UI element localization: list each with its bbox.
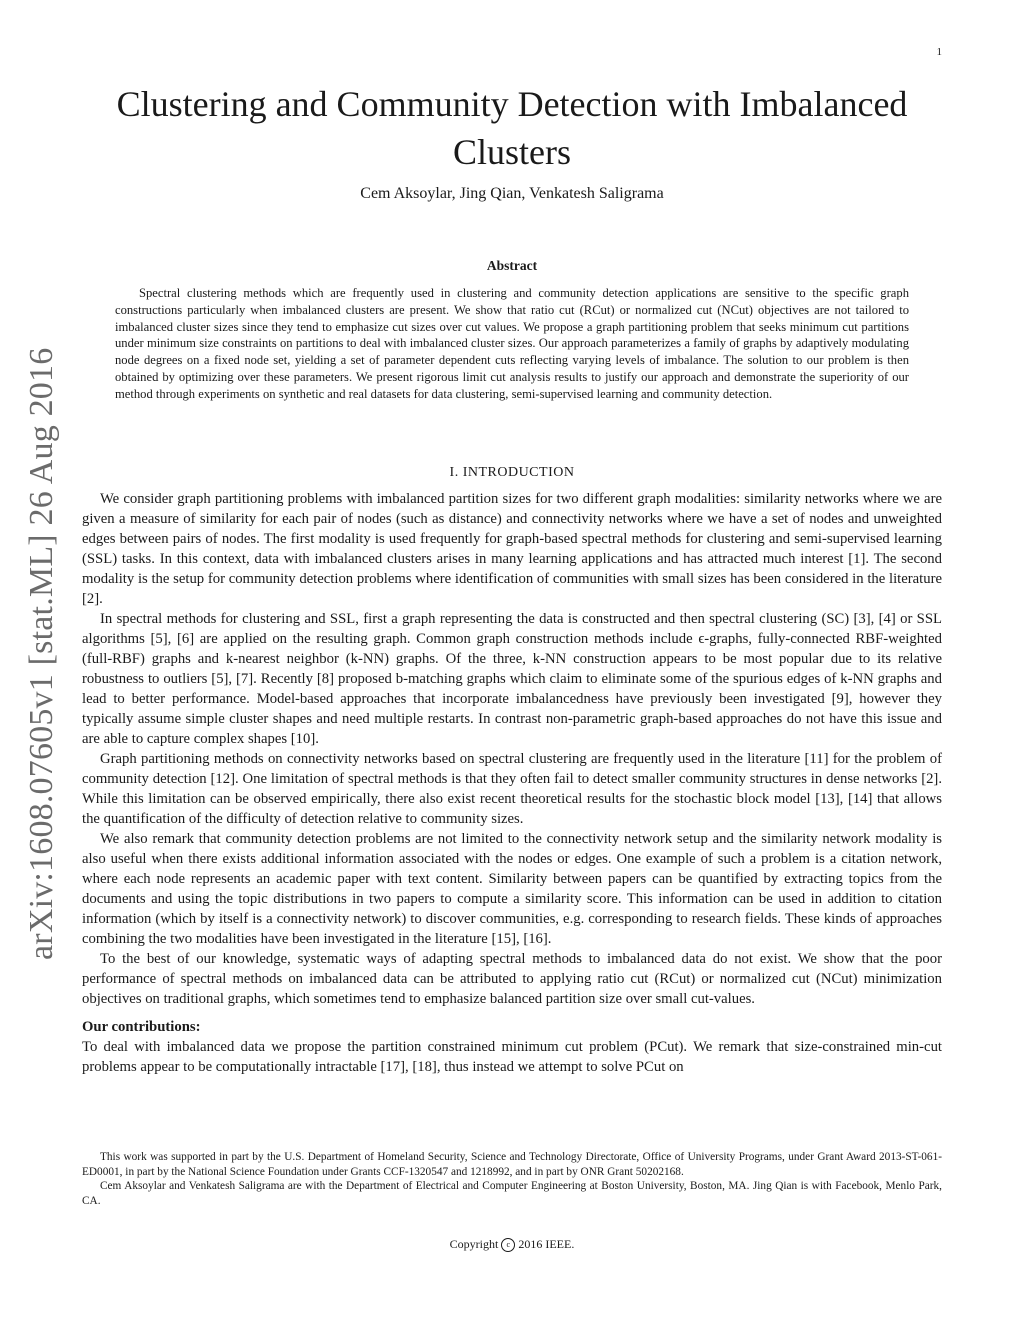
- author-list: Cem Aksoylar, Jing Qian, Venkatesh Saligrama: [360, 185, 664, 202]
- footnote-affiliations: Cem Aksoylar and Venkatesh Saligrama are with the Department of Electrical and Computer Engineering at Boston University, Boston, MA. Jing Qian is with Facebook, Menlo Park, CA.: [82, 1180, 942, 1207]
- arxiv-identifier: arXiv:1608.07605v1 [stat.ML] 26 Aug 2016: [23, 347, 60, 960]
- abstract-text: Spectral clustering methods which are frequently used in clustering and community detection applications are sensitive to the specific graph constructions particularly when imbalanced clusters are present. We show that ratio cut (RCut) or normalized cut (NCut) objectives are not tailored to imbalanced cluster sizes since they tend to emphasize cut sizes over cut values. We propose a graph partitioning problem that seeks minimum cut partitions under minimum size constraints on partitions to deal with imbalanced cluster sizes. Our approach parameterizes a family of graphs by adaptively modulating node degrees on a fixed node set, yielding a set of parameter dependent cuts reflecting varying levels of imbalance. The solution to our problem is then obtained by optimizing over these parameters. We present rigorous limit cut analysis results to justify our approach and demonstrate the superiority of our method through experiments on synthetic and real datasets for data clustering, semi-supervised learning and community detection.: [115, 286, 909, 401]
- intro-paragraph-4: We also remark that community detection problems are not limited to the connectivity network setup and the similarity network modality is also useful when there exists additional information associated with the nodes or edges. One example of such a problem is a citation network, where each node represents an academic paper with text content. Similarity between papers can be quantified by extracting topics from the documents and using the topic distributions in two papers to compute a similarity score. This information can be used in addition to citation information (which by itself is a connectivity network) to discover communities, e.g. corresponding to research fields. These kinds of approaches combining the two modalities have been investigated in the literature [15], [16].: [82, 831, 942, 947]
- copyright-prefix: Copyright: [449, 1237, 499, 1251]
- paper-title: Clustering and Community Detection with Imbalanced Clusters: [116, 84, 908, 172]
- contributions-text: To deal with imbalanced data we propose the partition constrained minimum cut problem (PCut). We remark that size-constrained min-cut problems appear to be computationally intractable [17], [18], thus instead we attempt to solve PCut on: [82, 1039, 942, 1075]
- copyright-notice: [82, 1237, 942, 1252]
- page-number: 1: [936, 46, 942, 58]
- copyright-icon: c: [501, 1238, 515, 1252]
- intro-paragraph-5: To the best of our knowledge, systematic ways of adapting spectral methods to imbalanced data do not exist. We show that the poor performance of spectral methods on imbalanced data can be attributed to applying ratio cut (RCut) or normalized cut (NCut) minimization objectives on traditional graphs, which sometimes tend to emphasize balanced partition size over small cut-values.: [82, 951, 942, 1007]
- copyright-suffix: 2016 IEEE.: [518, 1237, 575, 1251]
- footnote-funding: This work was supported in part by the U.S. Department of Homeland Security, Science and Technology Directorate, Office of University Programs, under Grant Award 2013-ST-061-ED0001, in part by the National Science Foundation under Grants CCF-1320547 and 1218992, and in part by ONR Grant 50202168.: [82, 1151, 942, 1178]
- footnotes: [82, 1150, 942, 1208]
- intro-paragraph-2: In spectral methods for clustering and SSL, first a graph representing the data is constructed and then spectral clustering (SC) [3], [4] or SSL algorithms [5], [6] are applied on the resulting graph. Common graph construction methods include ϵ-graphs, fully-connected RBF-weighted (full-RBF) graphs and k-nearest neighbor (k-NN) graphs. Of the three, k-NN construction appears to be most popular due to its relative robustness to outliers [5], [7]. Recently [8] proposed b-matching graphs which claim to eliminate some of the spurious edges of k-NN graphs and lead to better performance. Model-based approaches that incorporate imbalancedness have previously been investigated [9], however they typically assume simple cluster shapes and need multiple restarts. In contrast non-parametric graph-based approaches do not have this issue and are able to capture complex shapes [10].: [82, 611, 942, 747]
- intro-paragraph-3: Graph partitioning methods on connectivity networks based on spectral clustering are frequently used in the literature [11] for the problem of community detection [12]. One limitation of spectral methods is that they often fail to detect smaller community structures in dense networks [2]. While this limitation can be observed empirically, there also exist recent theoretical results for the stochastic block model [13], [14] that allows the quantification of the difficulty of detection relative to community sizes.: [82, 751, 942, 827]
- intro-paragraph-1: We consider graph partitioning problems with imbalanced partition sizes for two different graph modalities: similarity networks where we are given a measure of similarity for each pair of nodes (such as distance) and connectivity networks where we have a set of nodes and unweighted edges between pairs of nodes. The first modality is used frequently for graph-based spectral methods for clustering and semi-supervised learning (SSL) tasks. In this context, data with imbalanced clusters arises in many learning applications and has attracted much interest [1]. The second modality is the setup for community detection problems where identification of communities with small sizes has been considered in the literature [2].: [82, 491, 942, 607]
- introduction-body: [82, 489, 942, 1077]
- contributions-heading: Our contributions:: [82, 1019, 201, 1035]
- section-heading-introduction: I. INTRODUCTION: [449, 465, 575, 480]
- abstract-heading: Abstract: [486, 258, 538, 273]
